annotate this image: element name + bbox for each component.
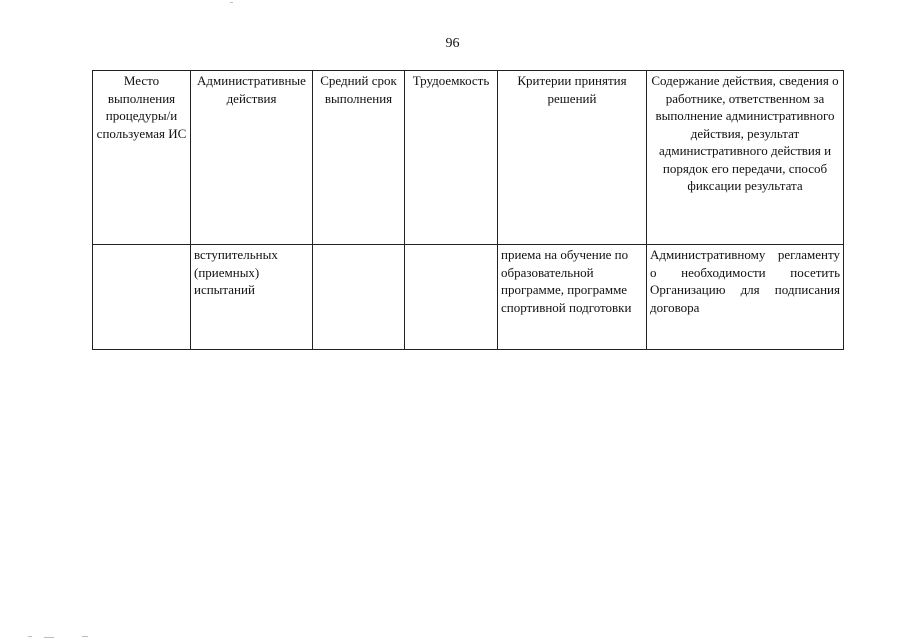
header-cell-actions: Административные действия [191, 71, 313, 245]
table-cell-labor [405, 245, 498, 350]
scan-artifact [44, 637, 54, 638]
header-cell-criteria: Критерии принятия решений [498, 71, 647, 245]
table-cell-actions: вступительных (приемных) испытаний [191, 245, 313, 350]
header-cell-labor: Трудоемкость [405, 71, 498, 245]
scan-artifact [230, 2, 233, 3]
header-cell-place: Место выполнения процедуры/и спользуемая ИС [93, 71, 191, 245]
page-number: 96 [445, 36, 460, 51]
table-cell-criteria: приема на обучение по образовательной программе, программе спортивной подготовки [498, 245, 647, 350]
header-cell-duration: Средний срок выполнения [313, 71, 405, 245]
table-cell-content: Административному регламенту о необходимости посетить Организацию для подписания договора [647, 245, 844, 350]
scan-artifact [82, 636, 88, 637]
table-row [93, 245, 844, 350]
procedure-table [92, 70, 844, 350]
table-cell-place [93, 245, 191, 350]
scan-artifact [28, 636, 32, 637]
table-header-row [93, 71, 844, 245]
header-cell-content: Содержание действия, сведения о работнике, ответственном за выполнение административного действия, результат административного действия и порядок его передачи, способ фиксации результата [647, 71, 844, 245]
table-cell-duration [313, 245, 405, 350]
